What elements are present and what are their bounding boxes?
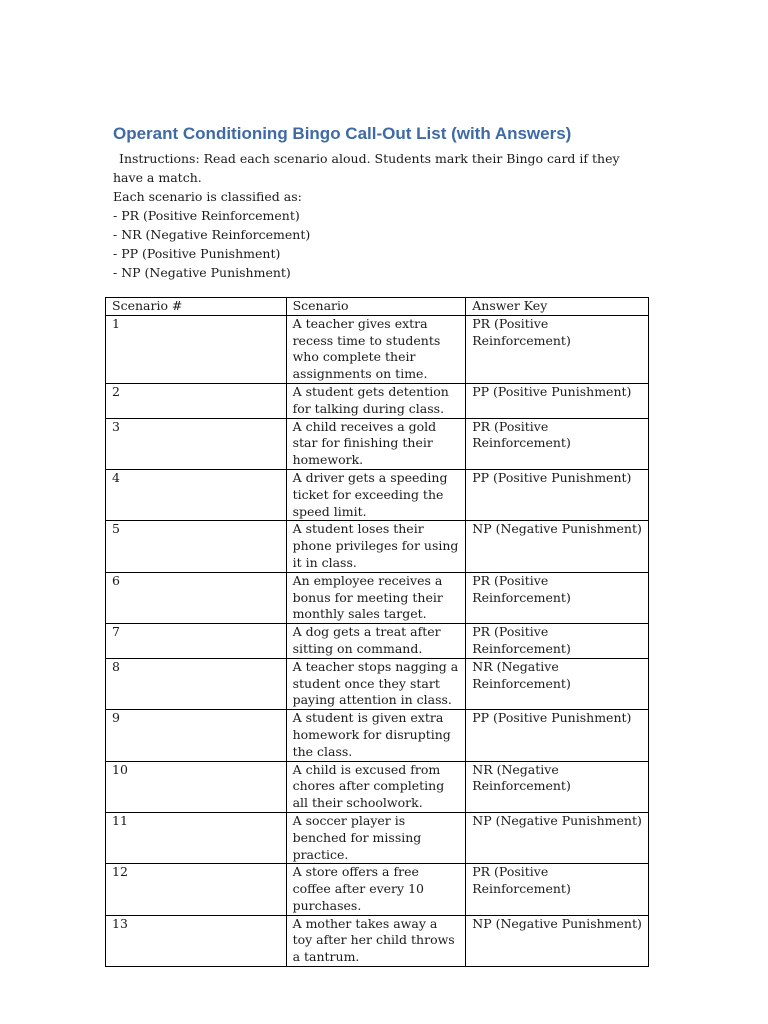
table-row [106, 418, 649, 469]
table-row [106, 315, 649, 383]
answer-key-cell: NP (Negative Punishment) [466, 915, 649, 966]
column-header-answer-key: Answer Key [466, 298, 649, 316]
table-row [106, 915, 649, 966]
answer-key-cell: PR (Positive Reinforcement) [466, 418, 649, 469]
scenario-number-cell: 7 [106, 624, 287, 659]
table-row [106, 521, 649, 572]
scenario-number-cell: 6 [106, 572, 287, 623]
table-row [106, 710, 649, 761]
scenario-cell: A store offers a free coffee after every 10 purchases. [286, 864, 466, 915]
scenario-number-cell: 1 [106, 315, 287, 383]
scenario-number-cell: 8 [106, 658, 287, 709]
column-header-scenario: Scenario [286, 298, 466, 316]
answer-key-cell: PP (Positive Punishment) [466, 469, 649, 520]
scenario-number-cell: 10 [106, 761, 287, 812]
scenario-number-cell: 13 [106, 915, 287, 966]
answer-key-cell: PR (Positive Reinforcement) [466, 572, 649, 623]
answer-key-cell: NR (Negative Reinforcement) [466, 761, 649, 812]
classification-item: - PP (Positive Punishment) [113, 246, 281, 261]
answer-key-cell: PP (Positive Punishment) [466, 383, 649, 418]
answer-key-cell: PR (Positive Reinforcement) [466, 864, 649, 915]
classified-intro-text: Each scenario is classified as: [113, 189, 302, 204]
scenario-cell: A child receives a gold star for finishing their homework. [286, 418, 466, 469]
table-row [106, 624, 649, 659]
scenario-cell: A teacher stops nagging a student once they start paying attention in class. [286, 658, 466, 709]
answer-key-table [105, 297, 649, 967]
table-row [106, 864, 649, 915]
scenario-cell: A student is given extra homework for disrupting the class. [286, 710, 466, 761]
scenario-number-cell: 9 [106, 710, 287, 761]
scenario-number-cell: 5 [106, 521, 287, 572]
scenario-cell: A dog gets a treat after sitting on command. [286, 624, 466, 659]
answer-key-cell: PP (Positive Punishment) [466, 710, 649, 761]
scenario-number-cell: 12 [106, 864, 287, 915]
classification-item: - NP (Negative Punishment) [113, 265, 291, 280]
table-row [106, 761, 649, 812]
scenario-cell: A student loses their phone privileges for using it in class. [286, 521, 466, 572]
table-header-row [106, 298, 649, 316]
scenario-cell: An employee receives a bonus for meeting their monthly sales target. [286, 572, 466, 623]
table-body [106, 315, 649, 966]
answer-key-cell: PR (Positive Reinforcement) [466, 624, 649, 659]
scenario-cell: A child is excused from chores after completing all their schoolwork. [286, 761, 466, 812]
table-row [106, 469, 649, 520]
table-row [106, 658, 649, 709]
classification-item: - PR (Positive Reinforcement) [113, 208, 300, 223]
scenario-number-cell: 4 [106, 469, 287, 520]
answer-key-cell: NR (Negative Reinforcement) [466, 658, 649, 709]
column-header-scenario-number: Scenario # [106, 298, 287, 316]
table-row [106, 572, 649, 623]
classification-item: - NR (Negative Reinforcement) [113, 227, 311, 242]
scenario-cell: A mother takes away a toy after her child throws a tantrum. [286, 915, 466, 966]
table-row [106, 383, 649, 418]
instructions-text: Instructions: Read each scenario aloud. Students mark their Bingo card if they have a match. [113, 151, 620, 185]
scenario-number-cell: 11 [106, 812, 287, 863]
table-row [106, 812, 649, 863]
scenario-number-cell: 3 [106, 418, 287, 469]
scenario-cell: A student gets detention for talking during class. [286, 383, 466, 418]
scenario-cell: A soccer player is benched for missing practice. [286, 812, 466, 863]
answer-key-cell: NP (Negative Punishment) [466, 812, 649, 863]
answer-key-cell: NP (Negative Punishment) [466, 521, 649, 572]
answer-key-cell: PR (Positive Reinforcement) [466, 315, 649, 383]
intro-section [113, 149, 648, 282]
page-title: Operant Conditioning Bingo Call-Out List (with Answers) [113, 124, 572, 143]
scenario-number-cell: 2 [106, 383, 287, 418]
scenario-cell: A driver gets a speeding ticket for exceeding the speed limit. [286, 469, 466, 520]
scenario-cell: A teacher gives extra recess time to students who complete their assignments on time. [286, 315, 466, 383]
